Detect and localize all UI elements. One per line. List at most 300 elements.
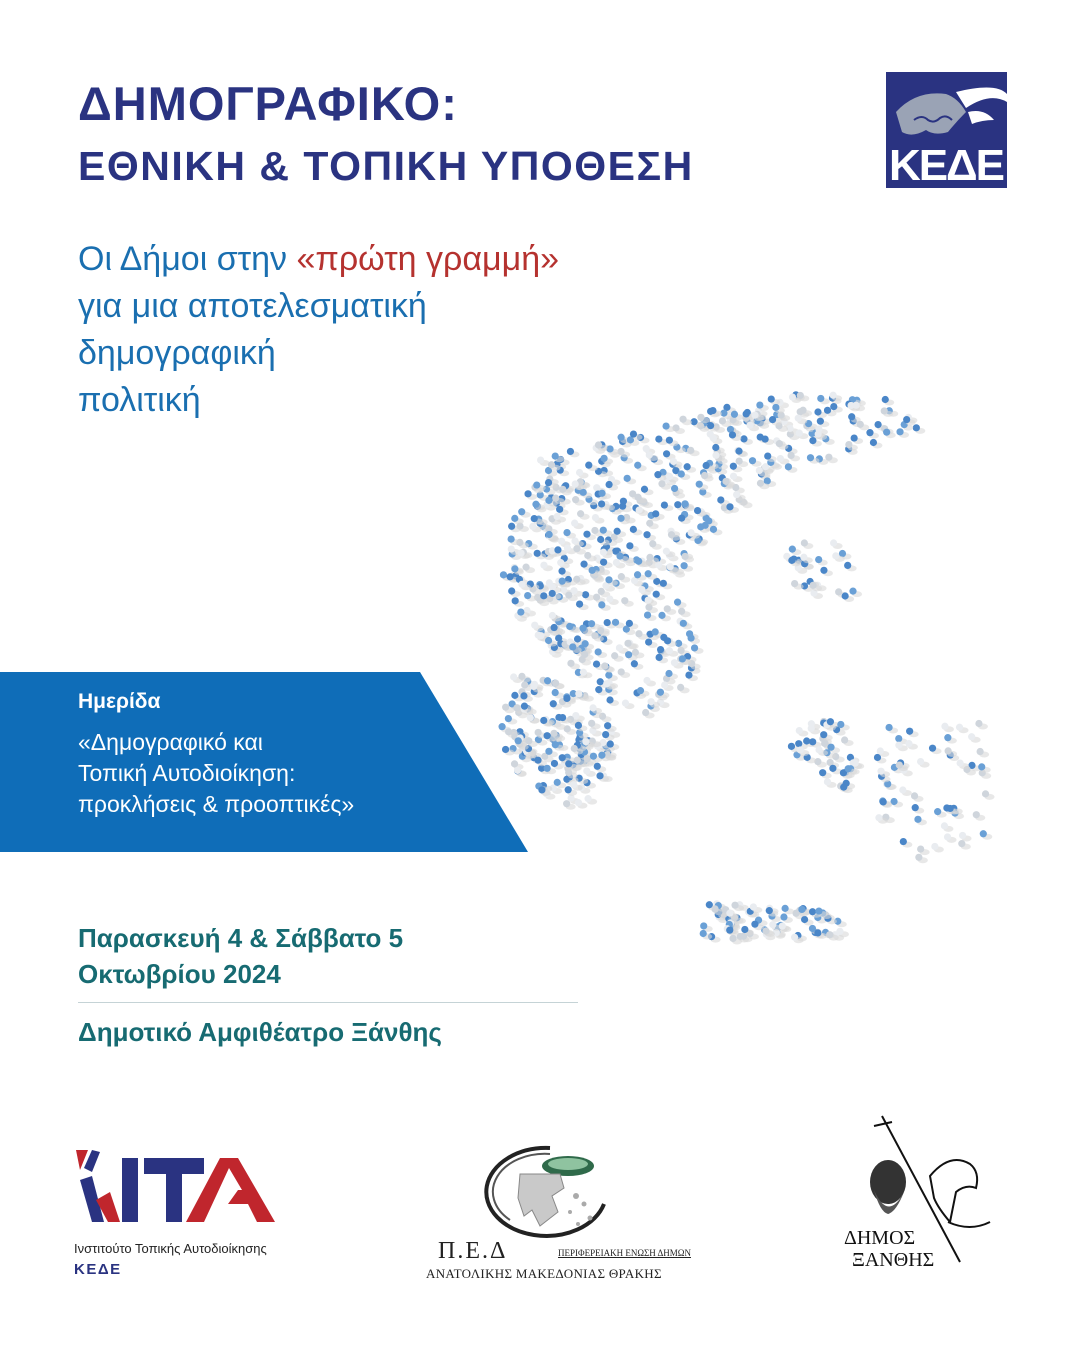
person-dot xyxy=(554,546,561,553)
person-dot xyxy=(645,596,652,603)
person-dot xyxy=(917,845,924,852)
person-dot xyxy=(569,643,576,650)
person-dot xyxy=(622,700,629,707)
person-dot xyxy=(678,515,685,522)
person-dot xyxy=(691,644,698,651)
person-dot xyxy=(795,415,802,422)
person-dot xyxy=(832,552,839,559)
person-dot xyxy=(607,740,614,747)
person-dot xyxy=(795,740,802,747)
person-dot xyxy=(518,549,525,556)
person-dot xyxy=(840,784,847,791)
person-dot xyxy=(601,662,608,669)
person-dot xyxy=(500,571,507,578)
person-dot xyxy=(780,913,787,920)
person-dot xyxy=(604,722,611,729)
person-dot xyxy=(712,452,719,459)
person-dot xyxy=(870,439,877,446)
xanthi-line1: ΔΗΜΟΣ xyxy=(844,1227,916,1249)
person-dot xyxy=(809,437,816,444)
person-dot xyxy=(826,931,833,938)
person-dot xyxy=(756,401,763,408)
person-dot xyxy=(534,550,541,557)
person-dot xyxy=(730,473,737,480)
tagline-line1 xyxy=(78,236,838,283)
person-dot xyxy=(883,429,890,436)
person-dot xyxy=(913,424,920,431)
person-dot xyxy=(941,723,948,730)
ped-abbr: Π.Ε.Δ xyxy=(438,1238,508,1264)
person-dot xyxy=(674,501,681,508)
person-dot xyxy=(980,830,987,837)
person-dot xyxy=(700,930,707,937)
person-dot xyxy=(564,545,571,552)
person-dot xyxy=(668,531,675,538)
person-dot xyxy=(634,462,641,469)
person-dot xyxy=(701,472,708,479)
person-dot xyxy=(769,416,776,423)
person-dot xyxy=(537,632,544,639)
person-dot xyxy=(535,729,542,736)
person-dot xyxy=(597,536,604,543)
person-dot xyxy=(809,908,816,915)
person-dot xyxy=(600,455,607,462)
person-dot xyxy=(580,561,587,568)
person-dot xyxy=(875,814,882,821)
person-dot xyxy=(680,620,687,627)
person-dot xyxy=(959,832,966,839)
person-dot xyxy=(827,744,834,751)
person-dot xyxy=(681,553,688,560)
tagline-line4: πολιτική xyxy=(78,381,201,419)
person-dot xyxy=(899,786,906,793)
person-dot xyxy=(866,429,873,436)
person-dot xyxy=(654,471,661,478)
person-dot xyxy=(830,539,837,546)
person-dot xyxy=(906,728,913,735)
person-dot xyxy=(815,556,822,563)
person-dot xyxy=(595,648,602,655)
person-dot xyxy=(677,684,684,691)
person-dot xyxy=(649,540,656,547)
person-dot xyxy=(674,599,681,606)
person-dot xyxy=(556,506,563,513)
person-dot xyxy=(567,660,574,667)
person-dot xyxy=(694,507,701,514)
person-dot xyxy=(590,753,597,760)
event-venue: Δημοτικό Αμφιθέατρο Ξάνθης xyxy=(78,1017,442,1047)
person-dot xyxy=(557,559,564,566)
person-dot xyxy=(613,559,620,566)
person-dot xyxy=(563,800,570,807)
person-dot xyxy=(597,678,604,685)
person-dot xyxy=(661,501,668,508)
person-dot xyxy=(747,422,754,429)
person-dot xyxy=(558,538,565,545)
kede-logo xyxy=(886,72,1007,188)
person-dot xyxy=(815,746,822,753)
person-dot xyxy=(655,435,662,442)
person-dot xyxy=(593,484,600,491)
person-dot xyxy=(546,531,553,538)
person-dot xyxy=(684,463,691,470)
person-dot xyxy=(766,907,773,914)
person-dot xyxy=(581,651,588,658)
person-dot xyxy=(819,769,826,776)
person-dot xyxy=(552,741,559,748)
person-dot xyxy=(743,410,750,417)
person-dot xyxy=(789,393,796,400)
person-dot xyxy=(559,577,566,584)
person-dot xyxy=(768,395,775,402)
person-dot xyxy=(554,779,561,786)
person-dot xyxy=(900,838,907,845)
person-dot xyxy=(845,765,852,772)
person-dot xyxy=(706,901,713,908)
person-dot xyxy=(630,430,637,437)
person-dot xyxy=(788,557,795,564)
event-date-line1: Παρασκευή 4 & Σάββατο 5 xyxy=(78,923,404,953)
person-dot xyxy=(511,515,518,522)
person-dot xyxy=(611,652,618,659)
person-dot xyxy=(785,463,792,470)
person-dot xyxy=(679,655,686,662)
person-dot xyxy=(567,448,574,455)
person-dot xyxy=(696,481,703,488)
person-dot xyxy=(549,590,556,597)
person-dot xyxy=(808,725,815,732)
person-dot xyxy=(791,580,798,587)
person-dot xyxy=(589,704,596,711)
person-dot xyxy=(574,757,581,764)
person-dot xyxy=(544,732,551,739)
person-dot xyxy=(666,437,673,444)
person-dot xyxy=(944,734,951,741)
person-dot xyxy=(678,470,685,477)
person-dot xyxy=(857,421,864,428)
person-dot xyxy=(973,811,980,818)
person-dot xyxy=(550,700,557,707)
person-dot xyxy=(602,731,609,738)
person-dot xyxy=(782,905,789,912)
person-dot xyxy=(524,592,531,599)
person-dot xyxy=(614,528,621,535)
person-dot xyxy=(662,422,669,429)
person-dot xyxy=(576,600,583,607)
person-dot xyxy=(600,527,607,534)
person-dot xyxy=(852,402,859,409)
person-dot xyxy=(817,418,824,425)
person-dot xyxy=(549,612,556,619)
person-dot xyxy=(635,630,642,637)
tagline-highlight: «πρώτη γραμμή» xyxy=(296,240,560,278)
person-dot xyxy=(671,485,678,492)
person-dot xyxy=(652,628,659,635)
person-dot xyxy=(703,462,710,469)
person-dot xyxy=(645,638,652,645)
person-dot xyxy=(575,690,582,697)
person-dot xyxy=(576,469,583,476)
person-dot xyxy=(643,531,650,538)
person-dot xyxy=(751,412,758,419)
person-dot xyxy=(764,452,771,459)
person-dot xyxy=(820,567,827,574)
person-dot xyxy=(593,660,600,667)
person-dot xyxy=(643,677,650,684)
person-dot xyxy=(592,514,599,521)
person-dot xyxy=(941,822,948,829)
person-dot xyxy=(588,720,595,727)
person-dot xyxy=(618,434,625,441)
person-dot xyxy=(657,689,664,696)
person-dot xyxy=(762,435,769,442)
person-dot xyxy=(552,689,559,696)
person-dot xyxy=(664,605,671,612)
person-dot xyxy=(522,564,529,571)
person-dot xyxy=(796,727,803,734)
person-dot xyxy=(678,608,685,615)
person-dot xyxy=(934,808,941,815)
person-dot xyxy=(604,619,611,626)
person-dot xyxy=(603,680,610,687)
person-dot xyxy=(736,457,743,464)
person-dot xyxy=(619,503,626,510)
person-dot xyxy=(591,632,598,639)
person-dot xyxy=(756,467,763,474)
person-dot xyxy=(797,746,804,753)
person-dot xyxy=(540,562,547,569)
map-people-dots xyxy=(498,391,994,944)
person-dot xyxy=(641,486,648,493)
person-dot xyxy=(710,526,717,533)
person-dot xyxy=(548,461,555,468)
person-dot xyxy=(700,922,707,929)
person-dot xyxy=(776,440,783,447)
person-dot xyxy=(595,441,602,448)
person-dot xyxy=(595,686,602,693)
ita-caption: Ινστιτούτο Τοπικής Αυτοδιοίκησης xyxy=(74,1241,267,1256)
person-dot xyxy=(730,463,737,470)
person-dot xyxy=(585,462,592,469)
ita-logo xyxy=(70,1140,280,1230)
event-title xyxy=(78,727,518,820)
person-dot xyxy=(571,520,578,527)
person-dot xyxy=(731,902,738,909)
person-dot xyxy=(824,778,831,785)
person-dot xyxy=(664,637,671,644)
person-dot xyxy=(712,444,719,451)
person-dot xyxy=(709,407,716,414)
person-dot xyxy=(874,421,881,428)
person-dot xyxy=(657,646,664,653)
person-dot xyxy=(652,510,659,517)
person-dot xyxy=(881,407,888,414)
person-dot xyxy=(648,698,655,705)
tagline-part1: Οι Δήμοι στην xyxy=(78,240,297,278)
person-dot xyxy=(606,595,613,602)
person-dot xyxy=(710,435,717,442)
person-dot xyxy=(537,456,544,463)
event-label: Ημερίδα xyxy=(78,690,161,713)
event-date-line2: Οκτωβρίου 2024 xyxy=(78,959,281,989)
person-dot xyxy=(712,906,719,913)
person-dot xyxy=(895,735,902,742)
person-dot xyxy=(624,640,631,647)
person-dot xyxy=(851,434,858,441)
person-dot xyxy=(656,654,663,661)
person-dot xyxy=(572,496,579,503)
person-dot xyxy=(797,392,804,399)
person-dot xyxy=(824,407,831,414)
person-dot xyxy=(929,745,936,752)
person-dot xyxy=(630,526,637,533)
person-dot xyxy=(731,411,738,418)
person-dot xyxy=(791,934,798,941)
person-dot xyxy=(596,772,603,779)
person-dot xyxy=(717,496,724,503)
person-dot xyxy=(540,717,547,724)
person-dot xyxy=(779,922,786,929)
tagline-line3: δημογραφική xyxy=(78,334,276,372)
person-dot xyxy=(751,921,758,928)
person-dot xyxy=(565,592,572,599)
person-dot xyxy=(631,660,638,667)
person-dot xyxy=(762,927,769,934)
person-dot xyxy=(559,714,566,721)
person-dot xyxy=(956,724,963,731)
xanthi-line2: ΞΑΝΘΗΣ xyxy=(852,1249,935,1271)
person-dot xyxy=(663,450,670,457)
person-dot xyxy=(666,473,673,480)
person-dot xyxy=(606,445,613,452)
person-dot xyxy=(733,491,740,498)
kede-logo-text: ΚΕΔΕ xyxy=(888,141,1004,188)
person-dot xyxy=(658,612,665,619)
person-dot xyxy=(549,583,556,590)
person-dot xyxy=(741,926,748,933)
person-dot xyxy=(531,515,538,522)
person-dot xyxy=(944,833,951,840)
person-dot xyxy=(653,591,660,598)
person-dot xyxy=(844,562,851,569)
greece-people-map xyxy=(220,340,1080,1000)
person-dot xyxy=(958,840,965,847)
person-dot xyxy=(835,588,842,595)
person-dot xyxy=(545,748,552,755)
person-dot xyxy=(518,581,525,588)
person-dot xyxy=(877,768,884,775)
person-dot xyxy=(687,634,694,641)
person-dot xyxy=(583,767,590,774)
person-dot xyxy=(540,592,547,599)
person-dot xyxy=(796,430,803,437)
person-dot xyxy=(635,558,642,565)
person-dot xyxy=(825,454,832,461)
person-dot xyxy=(722,478,729,485)
person-dot xyxy=(582,640,589,647)
person-dot xyxy=(852,760,859,767)
person-dot xyxy=(801,539,808,546)
person-dot xyxy=(912,804,919,811)
xanthi-logo xyxy=(830,1112,1010,1282)
person-dot xyxy=(573,545,580,552)
person-dot xyxy=(914,816,921,823)
person-dot xyxy=(661,681,668,688)
page-subtitle: ΕΘΝΙΚΗ & ΤΟΠΙΚΗ ΥΠΟΘΕΣΗ xyxy=(78,143,694,189)
person-dot xyxy=(570,781,577,788)
person-dot xyxy=(624,475,631,482)
person-dot xyxy=(845,441,852,448)
page-title: ΔΗΜΟΓΡΑΦΙΚΟ: xyxy=(78,77,458,130)
person-dot xyxy=(687,447,694,454)
person-dot xyxy=(769,921,776,928)
person-dot xyxy=(821,740,828,747)
person-dot xyxy=(533,481,540,488)
person-dot xyxy=(726,910,733,917)
person-dot xyxy=(606,481,613,488)
event-title-line2: Τοπική Αυτοδιοίκηση: xyxy=(78,760,296,786)
person-dot xyxy=(880,798,887,805)
person-dot xyxy=(517,608,524,615)
person-dot xyxy=(588,620,595,627)
person-dot xyxy=(559,754,566,761)
person-dot xyxy=(735,448,742,455)
person-dot xyxy=(606,696,613,703)
person-dot xyxy=(512,597,519,604)
person-dot xyxy=(545,479,552,486)
person-dot xyxy=(815,907,822,914)
person-dot xyxy=(566,623,573,630)
person-dot xyxy=(575,722,582,729)
person-dot xyxy=(506,573,513,580)
person-dot xyxy=(545,497,552,504)
person-dot xyxy=(810,582,817,589)
person-dot xyxy=(895,742,902,749)
person-dot xyxy=(575,799,582,806)
person-dot xyxy=(968,733,975,740)
person-dot xyxy=(740,435,747,442)
person-dot xyxy=(726,503,733,510)
person-dot xyxy=(594,763,601,770)
person-dot xyxy=(788,452,795,459)
person-dot xyxy=(957,760,964,767)
person-dot xyxy=(600,549,607,556)
person-dot xyxy=(644,611,651,618)
person-dot xyxy=(571,745,578,752)
event-title-line3: προκλήσεις & προοπτικές» xyxy=(78,791,355,817)
person-dot xyxy=(534,757,541,764)
person-dot xyxy=(598,752,605,759)
person-dot xyxy=(508,545,515,552)
person-dot xyxy=(637,687,644,694)
person-dot xyxy=(598,601,605,608)
person-dot xyxy=(551,624,558,631)
person-dot xyxy=(841,736,848,743)
ita-kede: ΚΕΔΕ xyxy=(74,1261,122,1278)
person-dot xyxy=(574,635,581,642)
person-dot xyxy=(565,786,572,793)
person-dot xyxy=(582,738,589,745)
person-dot xyxy=(580,669,587,676)
person-dot xyxy=(545,637,552,644)
person-dot xyxy=(636,506,643,513)
person-dot xyxy=(660,580,667,587)
person-dot xyxy=(917,758,924,765)
person-dot xyxy=(618,668,625,675)
person-dot xyxy=(508,587,515,594)
person-dot xyxy=(915,854,922,861)
person-dot xyxy=(518,508,525,515)
